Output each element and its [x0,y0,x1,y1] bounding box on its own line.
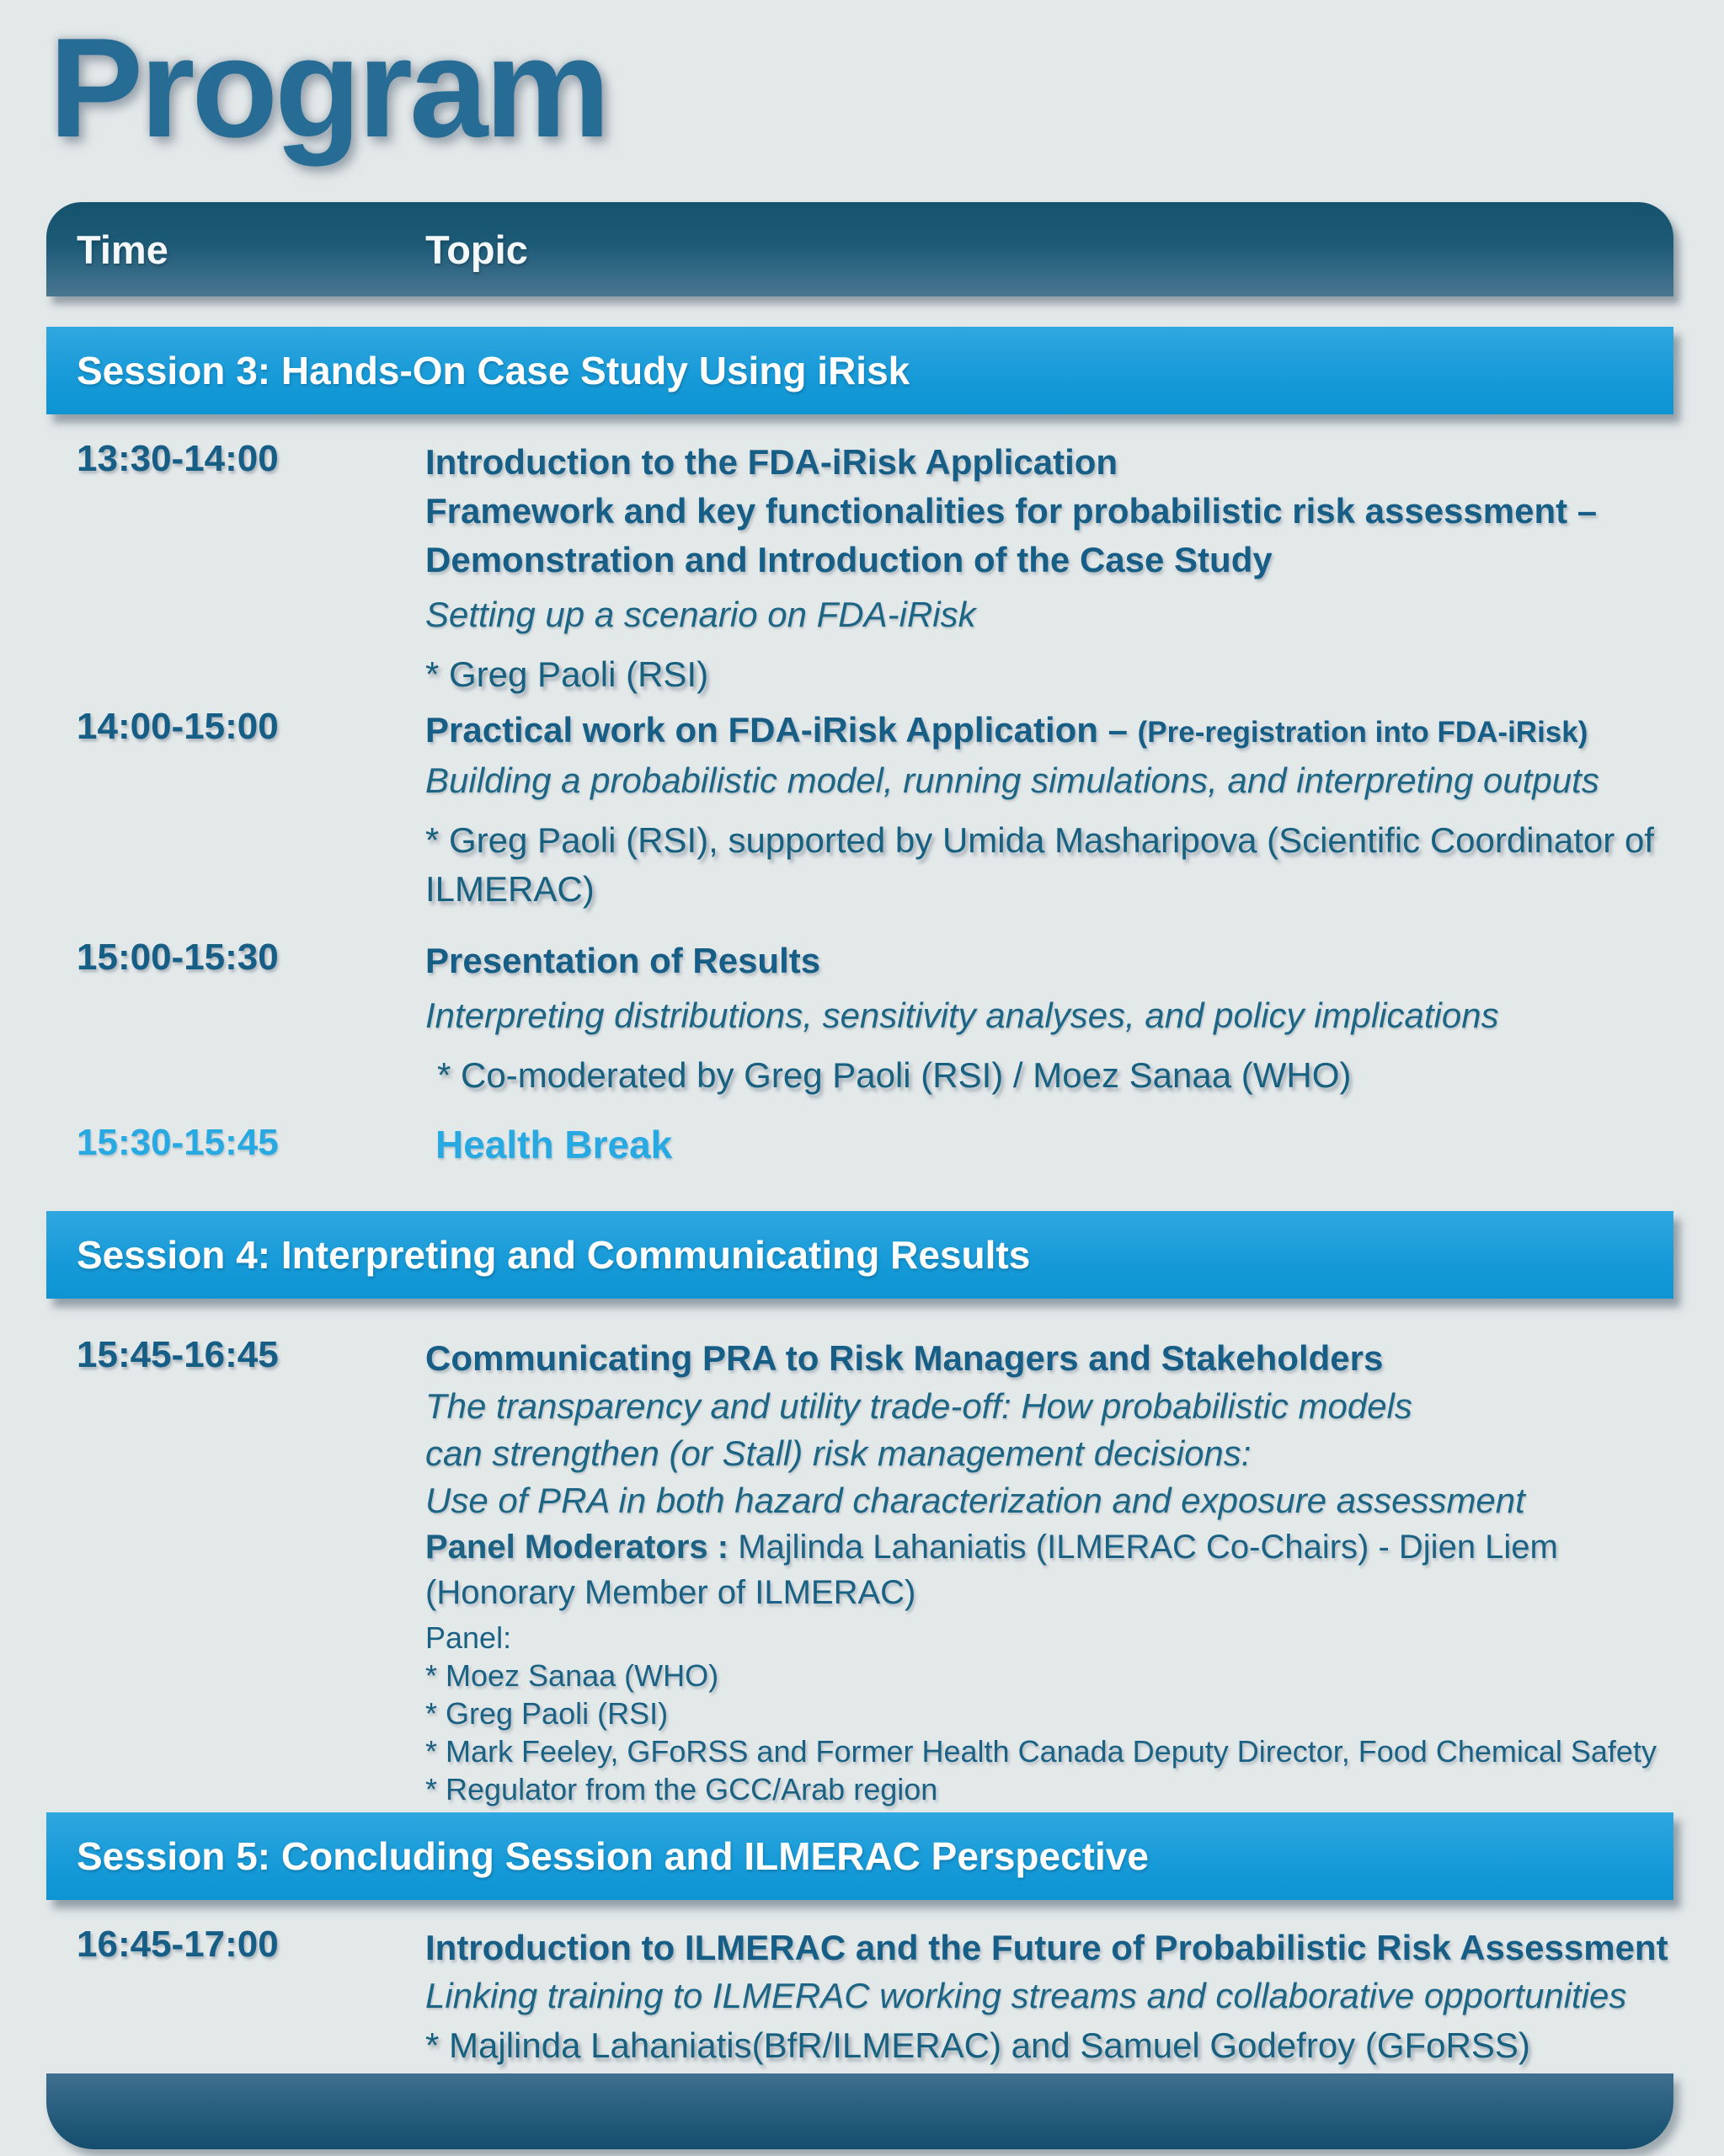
table-header [46,202,1673,296]
topic-title-line: Introduction to ILMERAC and the Future of Probabilistic Risk Assessment [425,1928,1668,1967]
row-topic [425,706,1673,914]
speaker-line: * Co-moderated by Greg Paoli (RSI) / Moez Sanaa (WHO) [437,1055,1352,1095]
topic-title-line: Presentation of Results [425,941,821,980]
topic-description: Building a probabilistic model, running simulations, and interpreting outputs [425,760,1599,800]
schedule-row-1500 [46,937,1673,1100]
topic-description: Use of PRA in both hazard characterization and exposure assessment [425,1481,1525,1520]
health-break-label: Health Break [435,1123,673,1166]
topic-description: Interpreting distributions, sensitivity analyses, and policy implications [425,995,1499,1035]
topic-title-line [425,706,1673,757]
topic-title-note: (Pre-registration into FDA-iRisk) [1137,716,1588,749]
row-time: 15:30-15:45 [77,1122,279,1163]
session-5-bar [46,1812,1673,1900]
session-4-bar [46,1211,1673,1299]
panel-list-item: * Mark Feeley, GFoRSS and Former Health Canada Deputy Director, Food Chemical Safety [425,1734,1657,1769]
topic-title: Practical work on FDA-iRisk Application – [425,710,1138,750]
topic-title-line: Introduction to the FDA-iRisk Application [425,442,1118,482]
session-5-title: Session 5: Concluding Session and ILMERAC Perspective [77,1834,1149,1878]
schedule-row-1545 [46,1334,1673,1808]
row-time: 14:00-15:00 [77,706,279,747]
panel-list-item: * Moez Sanaa (WHO) [425,1658,719,1693]
panel-moderators-label: Panel Moderators : [425,1529,739,1566]
topic-title-line: Demonstration and Introduction of the Case Study [425,540,1273,579]
page-title: Program [49,8,607,167]
panel-list-item: * Regulator from the GCC/Arab region [425,1772,938,1806]
topic-description: The transparency and utility trade-off: How probabilistic models [425,1386,1412,1426]
row-time: 15:45-16:45 [77,1334,279,1375]
panel-moderators-line2: (Honorary Member of ILMERAC) [425,1574,916,1611]
session-3-title: Session 3: Hands-On Case Study Using iRisk [77,349,910,392]
panel-moderators-line [425,1524,1673,1570]
row-topic [425,438,1673,699]
session-3-bar [46,327,1673,414]
health-break-row [46,1122,1673,1167]
panel-moderators-names: Majlinda Lahaniatis (ILMERAC Co-Chairs) - Djien Liem [738,1529,1558,1566]
footer-bar [46,2073,1673,2149]
speaker-line: * Greg Paoli (RSI), supported by Umida Masharipova (Scientific Coordinator of ILMERAC) [425,820,1654,909]
topic-title-line: Communicating PRA to Risk Managers and Stakeholders [425,1338,1384,1378]
speaker-line: * Majlinda Lahaniatis(BfR/ILMERAC) and Samuel Godefroy (GFoRSS) [425,2025,1530,2065]
row-topic [425,937,1673,1100]
row-time: 15:00-15:30 [77,937,279,978]
schedule-row-1400 [46,706,1673,914]
session-4-title: Session 4: Interpreting and Communicating Results [77,1233,1031,1277]
topic-title-line: Framework and key functionalities for probabilistic risk assessment – [425,491,1598,531]
row-time: 13:30-14:00 [77,438,279,479]
schedule-row-1330 [46,438,1673,699]
row-topic [425,1334,1673,1808]
row-topic [425,1122,1673,1167]
topic-description: can strengthen (or Stall) risk management decisions: [425,1433,1252,1473]
topic-description: Linking training to ILMERAC working streams and collaborative opportunities [425,1976,1627,2015]
schedule-row-1645 [46,1924,1673,2070]
column-header-topic: Topic [425,227,528,272]
panel-list-item: * Greg Paoli (RSI) [425,1696,669,1731]
speaker-line: * Greg Paoli (RSI) [425,654,709,694]
topic-description: Setting up a scenario on FDA-iRisk [425,595,976,634]
row-topic [425,1924,1673,2070]
panel-label: Panel: [425,1620,512,1655]
column-header-time: Time [77,227,168,272]
row-time: 16:45-17:00 [77,1924,279,1965]
